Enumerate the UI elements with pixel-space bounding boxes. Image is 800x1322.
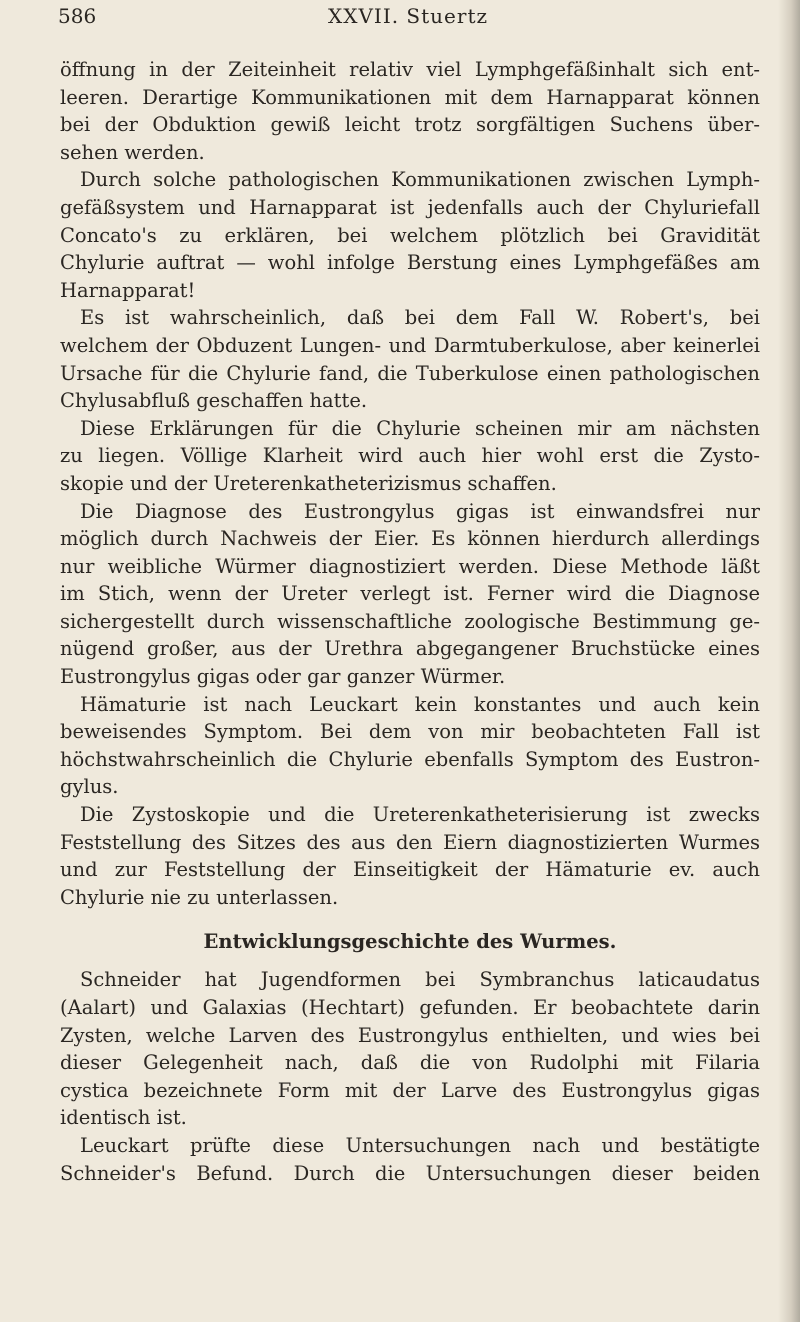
text-line: Diese Erklärungen für die Chylurie scheinen mir am nächsten xyxy=(80,416,760,440)
text-line: gylus. xyxy=(60,775,119,799)
page-edge-shadow xyxy=(778,0,800,1322)
text-line: Concato's zu erklären, bei welchem plötzlich bei Gravidität xyxy=(60,223,760,247)
text-line: dieser Gelegenheit nach, daß die von Rudolphi mit Filaria xyxy=(60,1051,760,1075)
text-line: Durch solche pathologischen Kommunikationen zwischen Lymph- xyxy=(80,168,760,192)
text-line: Chylurie nie zu unterlassen. xyxy=(60,885,339,909)
text-line: Eustrongylus gigas oder gar ganzer Würmer. xyxy=(60,665,506,689)
text-line: Zysten, welche Larven des Eustrongylus enthielten, und wies bei xyxy=(60,1023,760,1047)
section-heading: Entwicklungsgeschichte des Wurmes. xyxy=(203,930,617,954)
text-line: Leuckart prüfte diese Untersuchungen nach und bestätigte xyxy=(80,1133,760,1157)
text-line: höchstwahrscheinlich die Chylurie ebenfalls Symptom des Eustron- xyxy=(60,747,760,771)
text-line: skopie und der Ureterenkatheterizismus schaffen. xyxy=(60,471,557,495)
text-line: cystica bezeichnete Form mit der Larve des Eustrongylus gigas xyxy=(60,1078,760,1102)
text-line: Harnapparat! xyxy=(60,278,196,302)
text-line: zu liegen. Völlige Klarheit wird auch hier wohl erst die Zysto- xyxy=(60,444,760,468)
text-line: Schneider's Befund. Durch die Untersuchungen dieser beiden xyxy=(60,1161,760,1185)
page-number: 586 xyxy=(58,4,97,28)
text-line: möglich durch Nachweis der Eier. Es können hierdurch allerdings xyxy=(60,527,760,551)
text-line: bei der Obduktion gewiß leicht trotz sorgfältigen Suchens über- xyxy=(60,113,760,137)
running-title: XXVII. Stuertz xyxy=(328,4,489,28)
body-text xyxy=(60,56,760,1187)
text-line: nügend großer, aus der Urethra abgegangener Bruchstücke eines xyxy=(60,637,760,661)
text-line: Die Zystoskopie und die Ureterenkatheterisierung ist zwecks xyxy=(80,803,760,827)
text-line: nur weibliche Würmer diagnostiziert werden. Diese Methode läßt xyxy=(60,554,760,578)
text-line: Feststellung des Sitzes des aus den Eiern diagnostizierten Wurmes xyxy=(60,830,760,854)
text-line: leeren. Derartige Kommunikationen mit dem Harnapparat können xyxy=(60,85,760,109)
text-line: Hämaturie ist nach Leuckart kein konstantes und auch kein xyxy=(80,692,760,716)
text-line: gefäßsystem und Harnapparat ist jedenfalls auch der Chyluriefall xyxy=(60,195,760,219)
text-line: Chylurie auftrat — wohl infolge Berstung eines Lymphgefäßes am xyxy=(60,251,760,275)
text-line: sehen werden. xyxy=(60,140,205,164)
text-line: Es ist wahrscheinlich, daß bei dem Fall W. Robert's, bei xyxy=(80,306,760,330)
text-line: (Aalart) und Galaxias (Hechtart) gefunden. Er beobachtete darin xyxy=(60,996,760,1019)
text-line: identisch ist. xyxy=(60,1106,187,1130)
text-line: und zur Feststellung der Einseitigkeit der Hämaturie ev. auch xyxy=(60,858,760,882)
text-line: Ursache für die Chylurie fand, die Tuberkulose einen pathologischen xyxy=(60,361,760,385)
text-line: beweisendes Symptom. Bei dem von mir beobachteten Fall ist xyxy=(60,720,760,744)
text-line: Schneider hat Jugendformen bei Symbranchus laticaudatus xyxy=(80,968,760,992)
text-line: öffnung in der Zeiteinheit relativ viel Lymphgefäßinhalt sich ent- xyxy=(60,58,760,81)
text-line: Die Diagnose des Eustrongylus gigas ist einwandsfrei nur xyxy=(80,499,760,523)
text-line: im Stich, wenn der Ureter verlegt ist. Ferner wird die Diagnose xyxy=(60,582,760,606)
text-line: sichergestellt durch wissenschaftliche zoologische Bestimmung ge- xyxy=(60,609,760,633)
text-line: welchem der Obduzent Lungen- und Darmtuberkulose, aber keinerlei xyxy=(60,333,760,357)
text-line: Chylusabfluß geschaffen hatte. xyxy=(60,389,368,413)
page-header xyxy=(58,2,748,32)
